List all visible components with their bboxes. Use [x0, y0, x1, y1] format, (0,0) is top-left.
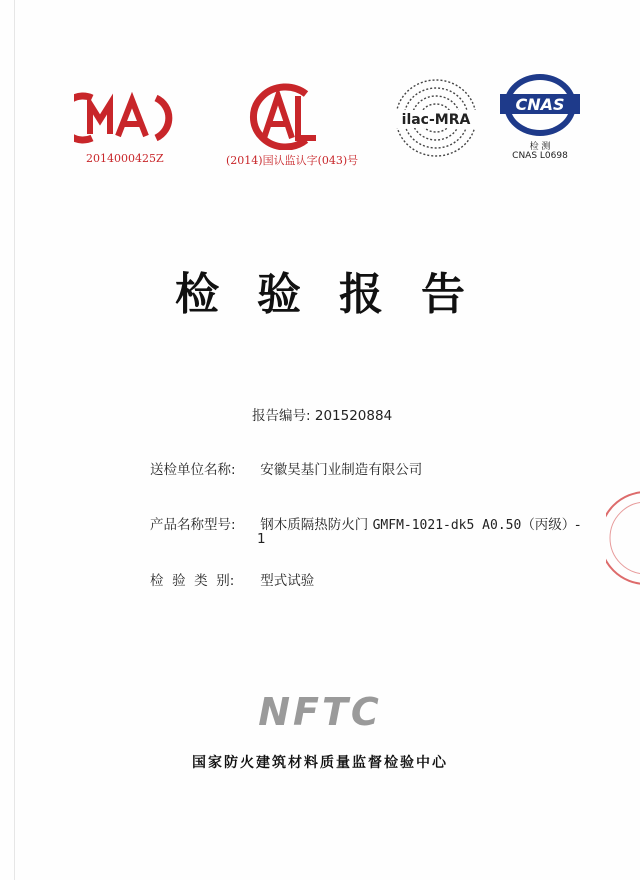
ilac-mra-logo: [390, 76, 482, 162]
cal-logo: [236, 82, 326, 150]
applicant-value: 安徽昊基门业制造有限公司: [260, 462, 423, 478]
field-test-type: [150, 569, 314, 589]
field-product: [150, 513, 580, 533]
cma-logo: [74, 90, 174, 146]
cnas-label: 检 测: [529, 142, 551, 152]
applicant-label: 送检单位名称:: [150, 462, 236, 478]
product-label: 产品名称型号:: [150, 517, 236, 533]
cma-number: 2014000425Z: [86, 152, 164, 165]
product-name: 钢木质隔热防火门: [260, 517, 369, 533]
page-edge: [14, 0, 15, 880]
cal-number: (2014)国认监认字(043)号: [226, 154, 359, 167]
official-seal: [606, 488, 640, 588]
test-type-value: 型式试验: [260, 573, 315, 589]
page-title: 检验报告: [175, 269, 503, 320]
svg-text:ilac-MRA: ilac-MRA: [401, 112, 471, 128]
organization-name: 国家防火建筑材料质量监督检验中心: [192, 755, 448, 771]
product-wrap: 1: [257, 531, 266, 547]
svg-text:CNAS: CNAS: [515, 95, 565, 114]
cnas-logo: [500, 70, 580, 140]
report-number-value: 201520884: [314, 408, 393, 424]
nftc-mark: NFTC: [258, 690, 382, 734]
product-grade: （丙级）-: [521, 517, 581, 533]
cnas-number: CNAS L0698: [512, 151, 568, 161]
field-applicant: [150, 458, 422, 478]
report-number: [252, 404, 392, 424]
test-type-label: 检 验 类 别:: [150, 573, 235, 589]
product-model: GMFM-1021-dk5 A0.50: [372, 518, 522, 533]
report-number-label: 报告编号:: [252, 408, 311, 424]
